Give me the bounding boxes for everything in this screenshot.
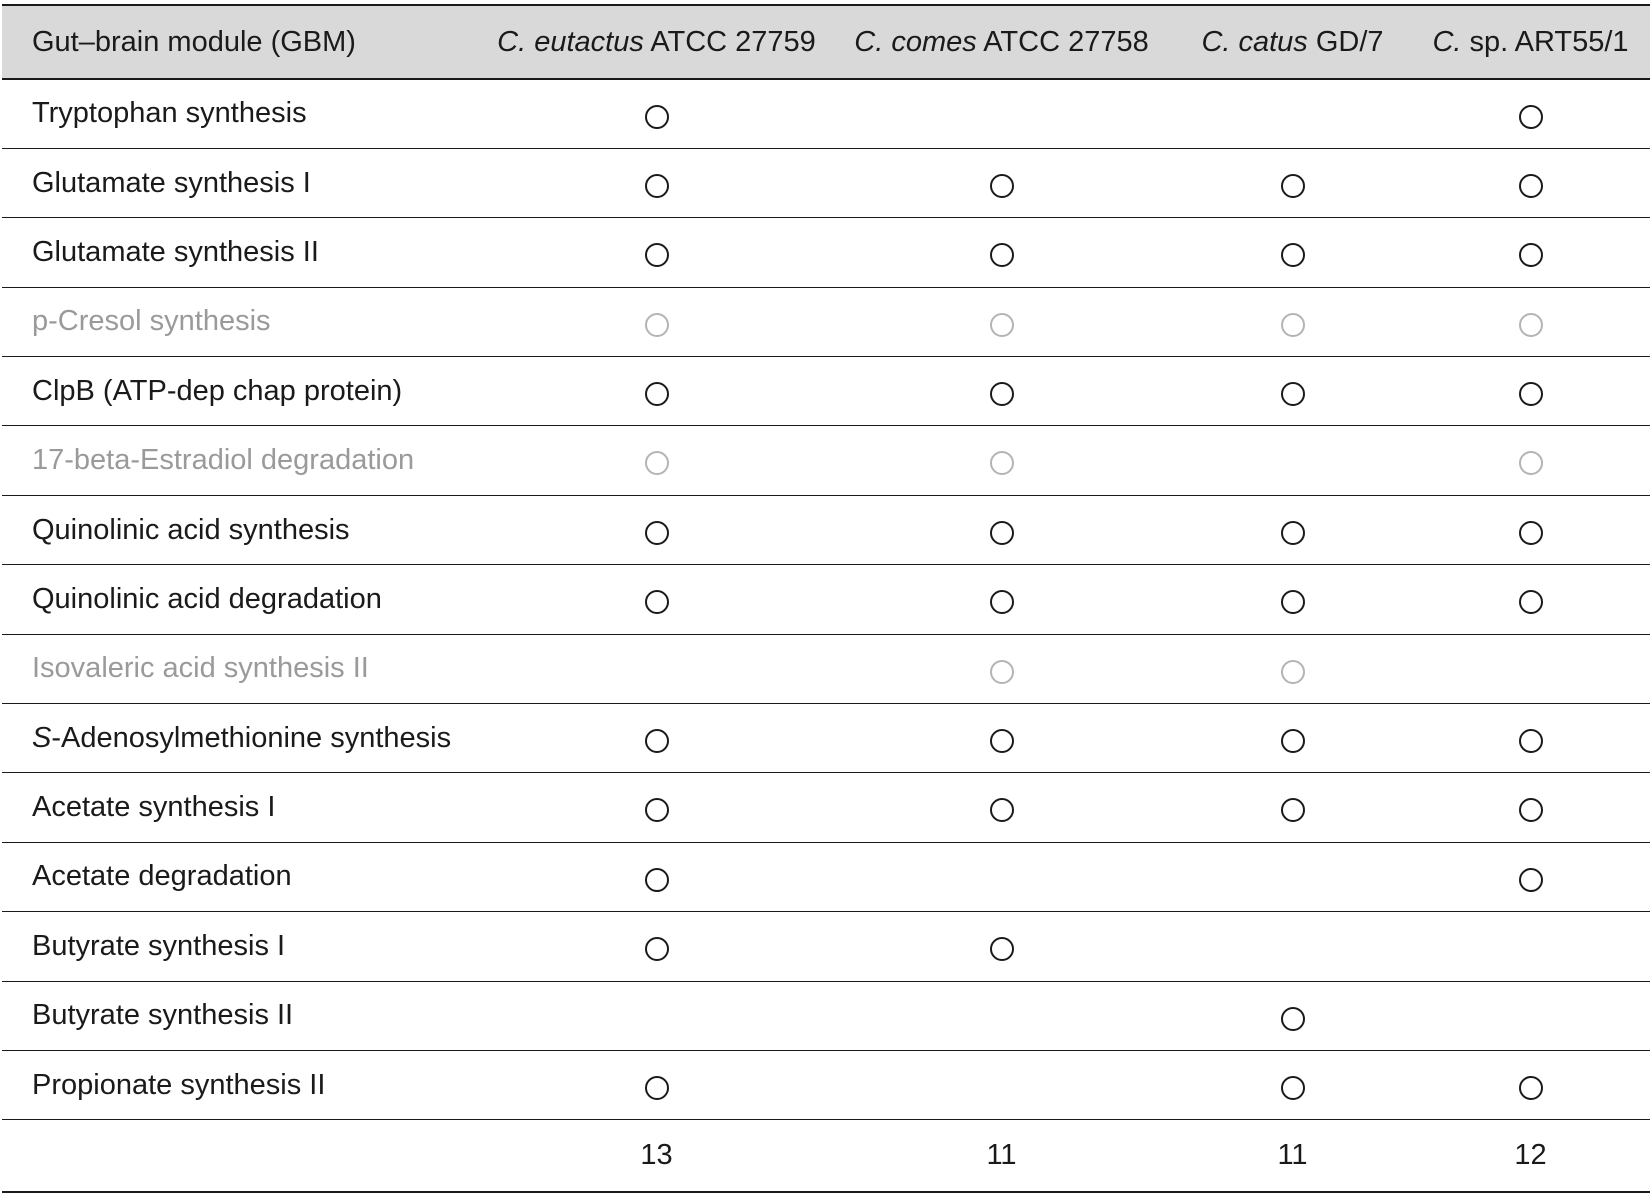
presence-cell xyxy=(829,912,1174,981)
presence-cell xyxy=(829,357,1174,426)
module-label: Acetate synthesis I xyxy=(2,773,484,842)
open-circle-icon xyxy=(645,798,669,822)
presence-cell xyxy=(1411,218,1650,287)
open-circle-icon xyxy=(645,521,669,545)
module-label: p-Cresol synthesis xyxy=(2,287,484,356)
table-row xyxy=(2,704,1650,773)
table-row xyxy=(2,79,1650,148)
presence-cell xyxy=(484,287,829,356)
open-circle-icon xyxy=(990,243,1014,267)
open-circle-icon xyxy=(1519,243,1543,267)
header-gbm: Gut–brain module (GBM) xyxy=(2,5,484,79)
open-circle-icon xyxy=(1519,868,1543,892)
presence-cell xyxy=(1411,495,1650,564)
open-circle-icon xyxy=(645,590,669,614)
table-row xyxy=(2,634,1650,703)
presence-cell xyxy=(1174,912,1411,981)
presence-cell xyxy=(829,1050,1174,1119)
presence-cell xyxy=(1411,634,1650,703)
open-circle-icon xyxy=(990,798,1014,822)
open-circle-icon xyxy=(1281,729,1305,753)
open-circle-icon xyxy=(645,105,669,129)
open-circle-icon xyxy=(1281,313,1305,337)
module-label: Quinolinic acid degradation xyxy=(2,565,484,634)
open-circle-icon xyxy=(1281,590,1305,614)
open-circle-icon xyxy=(990,590,1014,614)
presence-cell xyxy=(1174,704,1411,773)
open-circle-icon xyxy=(1281,521,1305,545)
open-circle-icon xyxy=(645,174,669,198)
open-circle-icon xyxy=(990,313,1014,337)
open-circle-icon xyxy=(990,521,1014,545)
table-row xyxy=(2,148,1650,217)
open-circle-icon xyxy=(1281,798,1305,822)
open-circle-icon xyxy=(990,382,1014,406)
presence-cell xyxy=(1411,704,1650,773)
header-c-eutactus: C. eutactus ATCC 27759 xyxy=(484,5,829,79)
presence-cell xyxy=(1411,981,1650,1050)
table-row xyxy=(2,842,1650,911)
presence-cell xyxy=(1411,912,1650,981)
module-label: Glutamate synthesis II xyxy=(2,218,484,287)
presence-cell xyxy=(484,842,829,911)
presence-cell xyxy=(829,704,1174,773)
presence-cell xyxy=(1411,426,1650,495)
table-row xyxy=(2,357,1650,426)
header-c-comes: C. comes ATCC 27758 xyxy=(829,5,1174,79)
presence-cell xyxy=(1174,773,1411,842)
presence-cell xyxy=(1174,148,1411,217)
presence-cell xyxy=(1174,287,1411,356)
presence-cell xyxy=(1174,426,1411,495)
open-circle-icon xyxy=(990,660,1014,684)
open-circle-icon xyxy=(1519,174,1543,198)
presence-cell xyxy=(1411,79,1650,148)
open-circle-icon xyxy=(1519,729,1543,753)
presence-cell xyxy=(1411,565,1650,634)
total-c-comes: 11 xyxy=(829,1120,1174,1192)
presence-cell xyxy=(1174,565,1411,634)
presence-cell xyxy=(484,912,829,981)
header-c-catus: C. catus GD/7 xyxy=(1174,5,1411,79)
presence-cell xyxy=(1411,287,1650,356)
open-circle-icon xyxy=(1519,590,1543,614)
open-circle-icon xyxy=(990,729,1014,753)
table-row xyxy=(2,426,1650,495)
presence-cell xyxy=(829,426,1174,495)
presence-cell xyxy=(1174,1050,1411,1119)
presence-cell xyxy=(829,495,1174,564)
table-row xyxy=(2,287,1650,356)
module-label: 17-beta-Estradiol degradation xyxy=(2,426,484,495)
presence-cell xyxy=(829,773,1174,842)
totals-label xyxy=(2,1120,484,1192)
presence-cell xyxy=(484,495,829,564)
module-label: S-Adenosylmethionine synthesis xyxy=(2,704,484,773)
open-circle-icon xyxy=(1519,313,1543,337)
header-row xyxy=(2,5,1650,79)
module-label: Propionate synthesis II xyxy=(2,1050,484,1119)
total-c-sp-art55: 12 xyxy=(1411,1120,1650,1192)
presence-cell xyxy=(484,1050,829,1119)
module-label: ClpB (ATP-dep chap protein) xyxy=(2,357,484,426)
table-row xyxy=(2,981,1650,1050)
gbm-presence-table xyxy=(2,4,1650,1193)
presence-cell xyxy=(1174,634,1411,703)
presence-cell xyxy=(1174,981,1411,1050)
open-circle-icon xyxy=(1281,243,1305,267)
presence-cell xyxy=(1411,773,1650,842)
open-circle-icon xyxy=(645,382,669,406)
open-circle-icon xyxy=(990,451,1014,475)
presence-cell xyxy=(484,218,829,287)
open-circle-icon xyxy=(645,868,669,892)
table-row xyxy=(2,218,1650,287)
open-circle-icon xyxy=(990,174,1014,198)
open-circle-icon xyxy=(1519,105,1543,129)
open-circle-icon xyxy=(645,451,669,475)
presence-cell xyxy=(829,842,1174,911)
presence-cell xyxy=(1174,495,1411,564)
table-row xyxy=(2,773,1650,842)
module-label: Butyrate synthesis I xyxy=(2,912,484,981)
module-label: Glutamate synthesis I xyxy=(2,148,484,217)
open-circle-icon xyxy=(645,729,669,753)
table-row xyxy=(2,1050,1650,1119)
open-circle-icon xyxy=(1281,382,1305,406)
open-circle-icon xyxy=(645,313,669,337)
presence-cell xyxy=(484,79,829,148)
presence-cell xyxy=(484,148,829,217)
open-circle-icon xyxy=(1519,798,1543,822)
presence-cell xyxy=(484,357,829,426)
presence-cell xyxy=(1174,357,1411,426)
module-label: Quinolinic acid synthesis xyxy=(2,495,484,564)
presence-cell xyxy=(484,773,829,842)
presence-cell xyxy=(1174,842,1411,911)
open-circle-icon xyxy=(1281,1007,1305,1031)
open-circle-icon xyxy=(990,937,1014,961)
presence-cell xyxy=(829,565,1174,634)
module-label: Acetate degradation xyxy=(2,842,484,911)
total-c-eutactus: 13 xyxy=(484,1120,829,1192)
presence-cell xyxy=(829,634,1174,703)
open-circle-icon xyxy=(645,243,669,267)
presence-cell xyxy=(829,148,1174,217)
presence-cell xyxy=(1174,79,1411,148)
presence-cell xyxy=(1411,148,1650,217)
header-c-sp-art55: C. sp. ART55/1 xyxy=(1411,5,1650,79)
total-c-catus: 11 xyxy=(1174,1120,1411,1192)
presence-cell xyxy=(484,565,829,634)
presence-cell xyxy=(484,704,829,773)
presence-cell xyxy=(484,634,829,703)
table-row xyxy=(2,495,1650,564)
presence-cell xyxy=(1174,218,1411,287)
module-label: Isovaleric acid synthesis II xyxy=(2,634,484,703)
open-circle-icon xyxy=(645,1076,669,1100)
presence-cell xyxy=(829,79,1174,148)
module-label: Butyrate synthesis II xyxy=(2,981,484,1050)
open-circle-icon xyxy=(1519,1076,1543,1100)
open-circle-icon xyxy=(1281,1076,1305,1100)
presence-cell xyxy=(1411,1050,1650,1119)
presence-cell xyxy=(829,981,1174,1050)
open-circle-icon xyxy=(1519,382,1543,406)
presence-cell xyxy=(829,218,1174,287)
table-row xyxy=(2,912,1650,981)
presence-cell xyxy=(1411,842,1650,911)
presence-cell xyxy=(484,981,829,1050)
open-circle-icon xyxy=(645,937,669,961)
table-row xyxy=(2,565,1650,634)
presence-cell xyxy=(1411,357,1650,426)
open-circle-icon xyxy=(1519,451,1543,475)
totals-row xyxy=(2,1120,1650,1192)
open-circle-icon xyxy=(1281,174,1305,198)
presence-cell xyxy=(829,287,1174,356)
module-label: Tryptophan synthesis xyxy=(2,79,484,148)
open-circle-icon xyxy=(1281,660,1305,684)
open-circle-icon xyxy=(1519,521,1543,545)
presence-cell xyxy=(484,426,829,495)
